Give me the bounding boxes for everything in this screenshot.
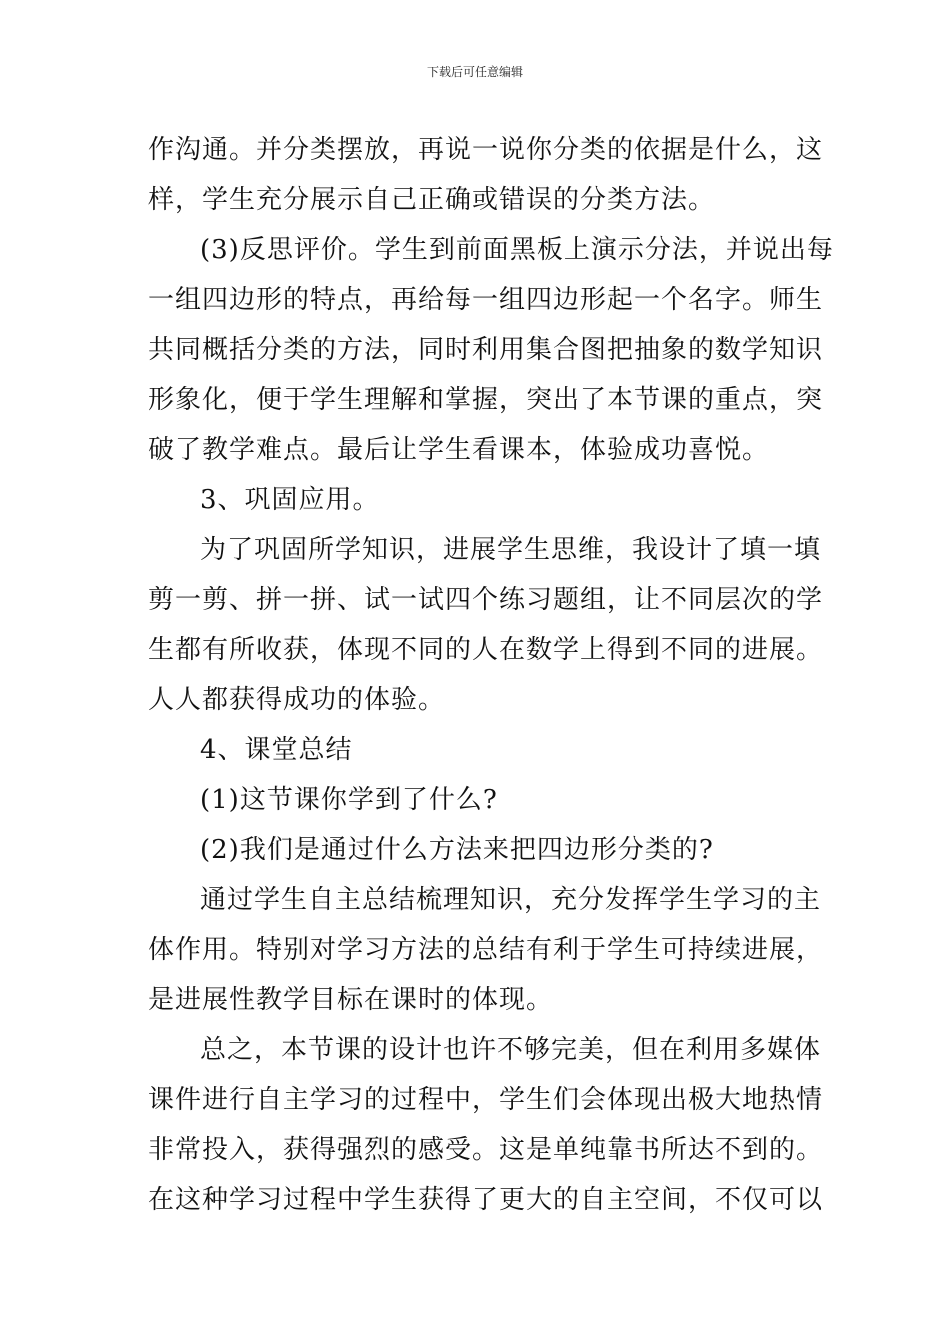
body-line: (2)我们是通过什么方法来把四边形分类的? [200,835,714,865]
body-line: (1)这节课你学到了什么? [200,785,498,815]
section-heading: 3、巩固应用。 [200,485,380,515]
body-line: (3)反思评价。学生到前面黑板上演示分法，并说出每 [200,235,834,265]
body-line: 形象化，便于学生理解和掌握，突出了本节课的重点，突 [148,385,824,415]
body-line: 为了巩固所学知识，进展学生思维，我设计了填一填 [200,535,822,565]
body-line: 作沟通。并分类摆放，再说一说你分类的依据是什么，这 [148,135,824,165]
body-line: 非常投入，获得强烈的感受。这是单纯靠书所达不到的。 [148,1135,824,1165]
body-line: 破了教学难点。最后让学生看课本，体验成功喜悦。 [148,435,770,465]
body-line: 体作用。特别对学习方法的总结有利于学生可持续进展， [148,935,824,965]
body-line: 课件进行自主学习的过程中，学生们会体现出极大地热情 [148,1085,824,1115]
body-line: 通过学生自主总结梳理知识，充分发挥学生学习的主 [200,885,822,915]
body-line: 是进展性教学目标在课时的体现。 [148,985,554,1015]
section-heading: 4、课堂总结 [200,735,353,765]
body-line: 总之，本节课的设计也许不够完美，但在利用多媒体 [200,1035,822,1065]
body-line: 共同概括分类的方法，同时利用集合图把抽象的数学知识 [148,335,824,365]
page-header: 下载后可任意编辑 [426,65,523,79]
body-line: 在这种学习过程中学生获得了更大的自主空间，不仅可以 [148,1185,824,1215]
body-line: 一组四边形的特点，再给每一组四边形起一个名字。师生 [148,285,824,315]
body-line: 生都有所收获，体现不同的人在数学上得到不同的进展。 [148,635,824,665]
body-line: 剪一剪、拼一拼、试一试四个练习题组，让不同层次的学 [148,585,824,615]
body-line: 样，学生充分展示自己正确或错误的分类方法。 [148,185,716,215]
body-line: 人人都获得成功的体验。 [148,685,446,715]
